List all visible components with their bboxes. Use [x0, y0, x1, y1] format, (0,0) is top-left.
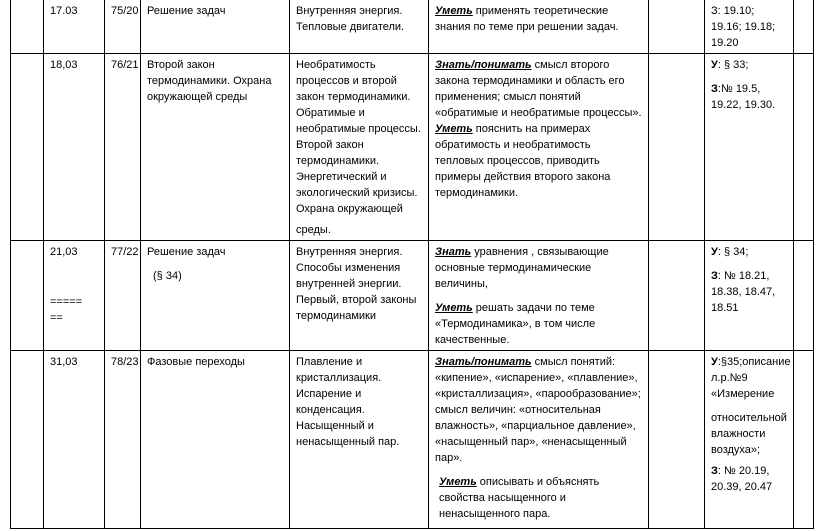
blank-cell — [794, 241, 814, 351]
blank-cell — [794, 54, 814, 241]
content-cell — [290, 241, 429, 351]
requirements-cell — [429, 0, 649, 54]
blank-cell — [649, 241, 705, 351]
homework-text: : № 18.21, 18.38, 18.47, 18.51 — [711, 270, 776, 314]
homework-label: У — [711, 356, 718, 368]
content-text: Внутренняя энергия. — [296, 5, 403, 17]
topic-cell — [141, 0, 290, 54]
homework-cell — [705, 351, 794, 529]
lesson-number-cell: 75/20 — [105, 0, 141, 54]
homework-cell — [705, 0, 794, 54]
homework-cell — [705, 54, 794, 241]
table-row — [11, 54, 814, 241]
requirement-text: уравнения , связывающие основные термодинамические величины, — [435, 246, 609, 290]
homework-label: У — [711, 59, 718, 71]
homework-text: относительной влажности воздуха»; — [711, 412, 787, 456]
homework-cell — [705, 241, 794, 351]
content-text: Внутренняя энергия. Способы изменения внутренней энергии. Первый, второй законы термодинамики — [296, 246, 417, 322]
content-cell — [290, 54, 429, 241]
requirement-label: Знать/понимать — [435, 356, 532, 368]
requirement-text: пояснить на примерах обратимость и необратимость тепловых процессов, приводить примеры действия второго закона термодинамики. — [435, 123, 611, 199]
table-row — [11, 0, 814, 54]
content-cell — [290, 0, 429, 54]
topic-cell — [141, 241, 290, 351]
homework-text: :§35;описание л.р.№9 «Измерение — [711, 356, 791, 400]
blank-cell — [649, 351, 705, 529]
requirements-cell — [429, 241, 649, 351]
date-cell: 31,03 — [44, 351, 105, 529]
table-row — [11, 351, 814, 529]
requirement-label: Уметь — [435, 123, 473, 135]
blank-cell — [649, 0, 705, 54]
date-cell: 17.03 — [44, 0, 105, 54]
topic-cell — [141, 54, 290, 241]
content-cell — [290, 351, 429, 529]
requirements-cell — [429, 54, 649, 241]
empty-cell — [11, 54, 44, 241]
empty-cell — [11, 351, 44, 529]
topic-text: (§ 34) — [153, 270, 182, 282]
homework-label: З — [711, 83, 718, 95]
requirement-label: Знать/понимать — [435, 59, 532, 71]
topic-text: Решение задач — [147, 246, 226, 258]
topic-text: Второй закон термодинамики. Охрана окружающей среды — [147, 59, 272, 103]
lesson-plan-table — [10, 0, 814, 529]
content-text: Плавление и кристаллизация. Испарение и конденсация. Насыщенный и ненасыщенный пар. — [296, 356, 400, 448]
requirement-text: применять теоретические знания по теме при решении задач. — [435, 5, 619, 33]
empty-cell — [11, 0, 44, 54]
topic-cell — [141, 351, 290, 529]
content-text: Необратимость процессов и второй закон термодинамики. Обратимые и необратимые процессы. Второй закон термодинамики. Энергетический и экологический кризисы. Охрана окружающей — [296, 59, 421, 215]
content-text: Тепловые двигатели. — [296, 21, 405, 33]
blank-cell — [649, 54, 705, 241]
homework-text: : № 20.19, 20.39, 20.47 — [711, 465, 773, 493]
date-cell — [44, 241, 105, 351]
blank-cell — [794, 0, 814, 54]
homework-text: :№ 19.5, 19.22, 19.30. — [711, 83, 776, 111]
content-text: среды. — [296, 224, 331, 236]
requirement-text: смысл второго закона термодинамики и область его применения; смысл понятий «обратимые и необратимые процессы». — [435, 59, 642, 119]
table-row — [11, 241, 814, 351]
requirement-label: Знать — [435, 246, 472, 258]
homework-text: З: 19.10; 19.16; 19.18; 19.20 — [711, 5, 776, 49]
requirement-text: решать задачи по теме «Термодинамика», в том числе качественные. — [435, 302, 596, 346]
homework-text: : § 34; — [717, 246, 749, 258]
homework-label: З — [711, 270, 718, 282]
requirement-text: смысл понятий: «кипение», «испарение», «плавление», «кристаллизация», «парообразование»; смысл величин: «относительная влажность», «парциальное давление», «насыщенный пар», «ненасыщенный пар». — [435, 356, 641, 464]
lesson-number-cell: 78/23 — [105, 351, 141, 529]
requirements-cell — [429, 351, 649, 529]
requirement-label: Уметь — [439, 476, 477, 488]
homework-label: У — [711, 246, 718, 258]
homework-text: : § 33; — [717, 59, 749, 71]
requirement-text: описывать и объяснять свойства насыщенного и ненасыщенного пара. — [439, 476, 600, 520]
blank-cell — [794, 351, 814, 529]
topic-text: Решение задач — [147, 5, 226, 17]
topic-text: Фазовые переходы — [147, 356, 245, 368]
empty-cell — [11, 241, 44, 351]
date-cell: 18,03 — [44, 54, 105, 241]
homework-label: З — [711, 465, 718, 477]
date-text: 21,03 — [50, 246, 78, 258]
lesson-number-cell: 77/22 — [105, 241, 141, 351]
requirement-label: Уметь — [435, 302, 473, 314]
lesson-number-cell: 76/21 — [105, 54, 141, 241]
separator-text: ===== == — [50, 296, 83, 324]
requirement-label: Уметь — [435, 5, 473, 17]
